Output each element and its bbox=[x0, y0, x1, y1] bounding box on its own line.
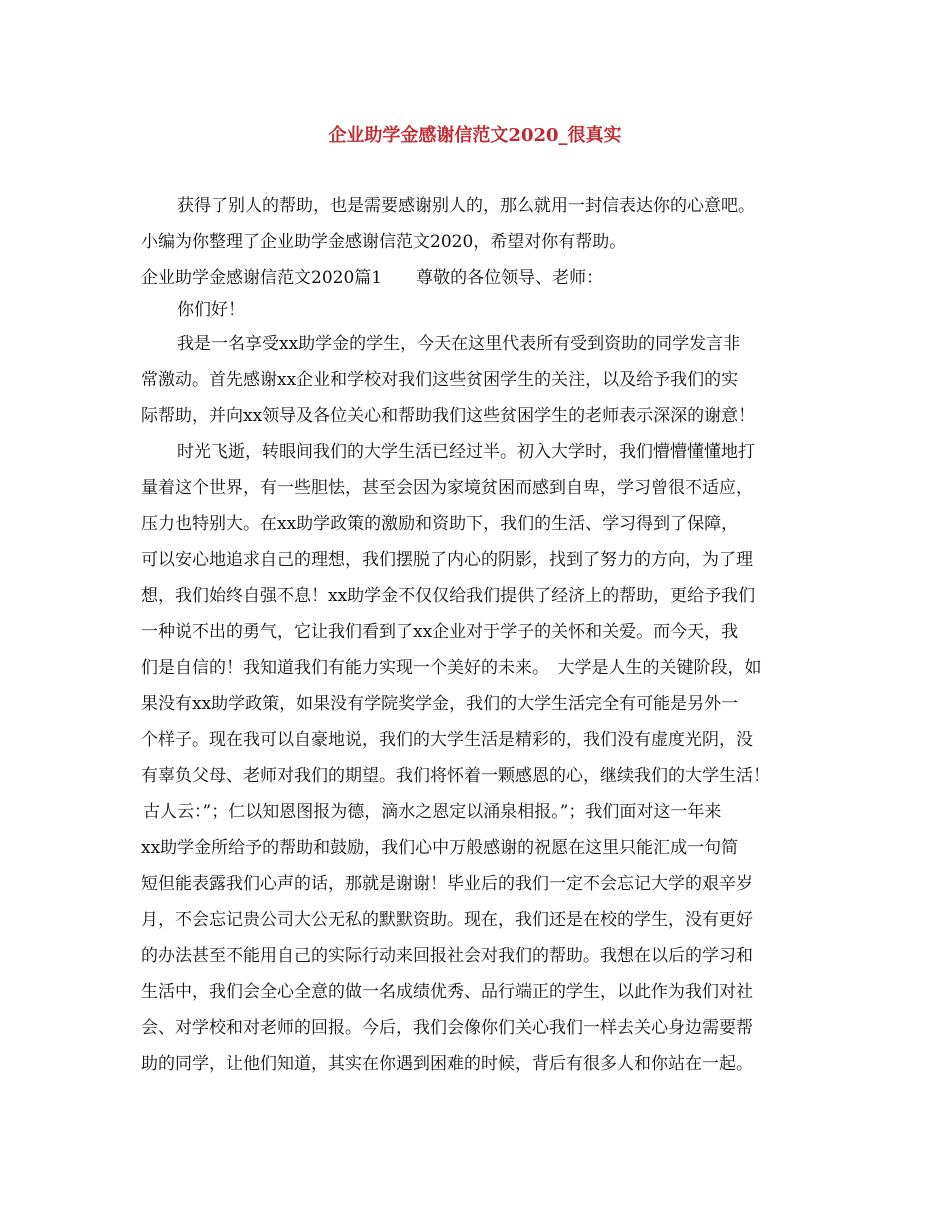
body-line: 小编为你整理了企业助学金感谢信范文2020，希望对你有帮助。 bbox=[141, 232, 627, 252]
body-line: 可以安心地追求自己的理想，我们摆脱了内心的阴影，找到了努力的方向，为了理 bbox=[141, 550, 753, 570]
body-line: 月，不会忘记贵公司大公无私的默默资助。现在，我们还是在校的学生，没有更好 bbox=[141, 910, 753, 930]
document-title: 企业助学金感谢信范文2020_很真实 bbox=[328, 125, 622, 146]
body-line: 生活中，我们会全心全意的做一名成绩优秀、品行端正的学生，以此作为我们对社 bbox=[141, 982, 753, 1002]
body-line: 压力也特别大。在xx助学政策的激励和资助下，我们的生活、学习得到了保障， bbox=[141, 514, 739, 534]
salutation-line: 你们好！ bbox=[177, 300, 245, 320]
body-line: 时光飞逝，转眼间我们的大学生活已经过半。初入大学时，我们懵懵懂懂地打 bbox=[177, 442, 755, 462]
body-line: 一种说不出的勇气，它让我们看到了xx企业对于学子的关怀和关爱。而今天，我 bbox=[141, 622, 739, 642]
body-line: 量着这个世界，有一些胆怯，甚至会因为家境贫困而感到自卑，学习曾很不适应， bbox=[141, 478, 753, 498]
section-heading-line: 企业助学金感谢信范文2020篇1 尊敬的各位领导、老师： bbox=[141, 268, 604, 288]
body-line: 获得了别人的帮助，也是需要感谢别人的，那么就用一封信表达你的心意吧。 bbox=[177, 196, 755, 216]
body-line: 个样子。现在我可以自豪地说，我们的大学生活是精彩的，我们没有虚度光阴，没 bbox=[141, 730, 753, 750]
body-line: 助的同学，让他们知道，其实在你遇到困难的时候，背后有很多人和你站在一起。 bbox=[141, 1054, 753, 1074]
body-line: 有辜负父母、老师对我们的期望。我们将怀着一颗感恩的心，继续我们的大学生活！ bbox=[141, 766, 770, 786]
body-line: 会、对学校和对老师的回报。今后，我们会像你们关心我们一样去关心身边需要帮 bbox=[141, 1018, 753, 1038]
body-line: 常激动。首先感谢xx企业和学校对我们这些贫困学生的关注，以及给予我们的实 bbox=[141, 370, 739, 390]
body-line: 们是自信的！我知道我们有能力实现一个美好的未来。 大学是人生的关键阶段，如 bbox=[141, 658, 762, 678]
body-line: 短但能表露我们心声的话，那就是谢谢！毕业后的我们一定不会忘记大学的艰辛岁 bbox=[141, 874, 753, 894]
body-line: 的办法甚至不能用自己的实际行动来回报社会对我们的帮助。我想在以后的学习和 bbox=[141, 946, 753, 966]
body-line: 古人云：”；仁以知恩图报为德，滴水之恩定以涌泉相报。”；我们面对这一年来 bbox=[143, 802, 722, 822]
body-line: 我是一名享受xx助学金的学生，今天在这里代表所有受到资助的同学发言非 bbox=[177, 334, 741, 354]
body-line: 想，我们始终自强不息！xx助学金不仅仅给我们提供了经济上的帮助，更给予我们 bbox=[141, 586, 756, 606]
body-line: xx助学金所给予的帮助和鼓励，我们心中万般感谢的祝愿在这里只能汇成一句简 bbox=[141, 838, 739, 858]
body-line: 果没有xx助学政策，如果没有学院奖学金，我们的大学生活完全有可能是另外一 bbox=[141, 694, 739, 714]
body-line: 际帮助，并向xx领导及各位关心和帮助我们这些贫困学生的老师表示深深的谢意！ bbox=[141, 406, 756, 426]
